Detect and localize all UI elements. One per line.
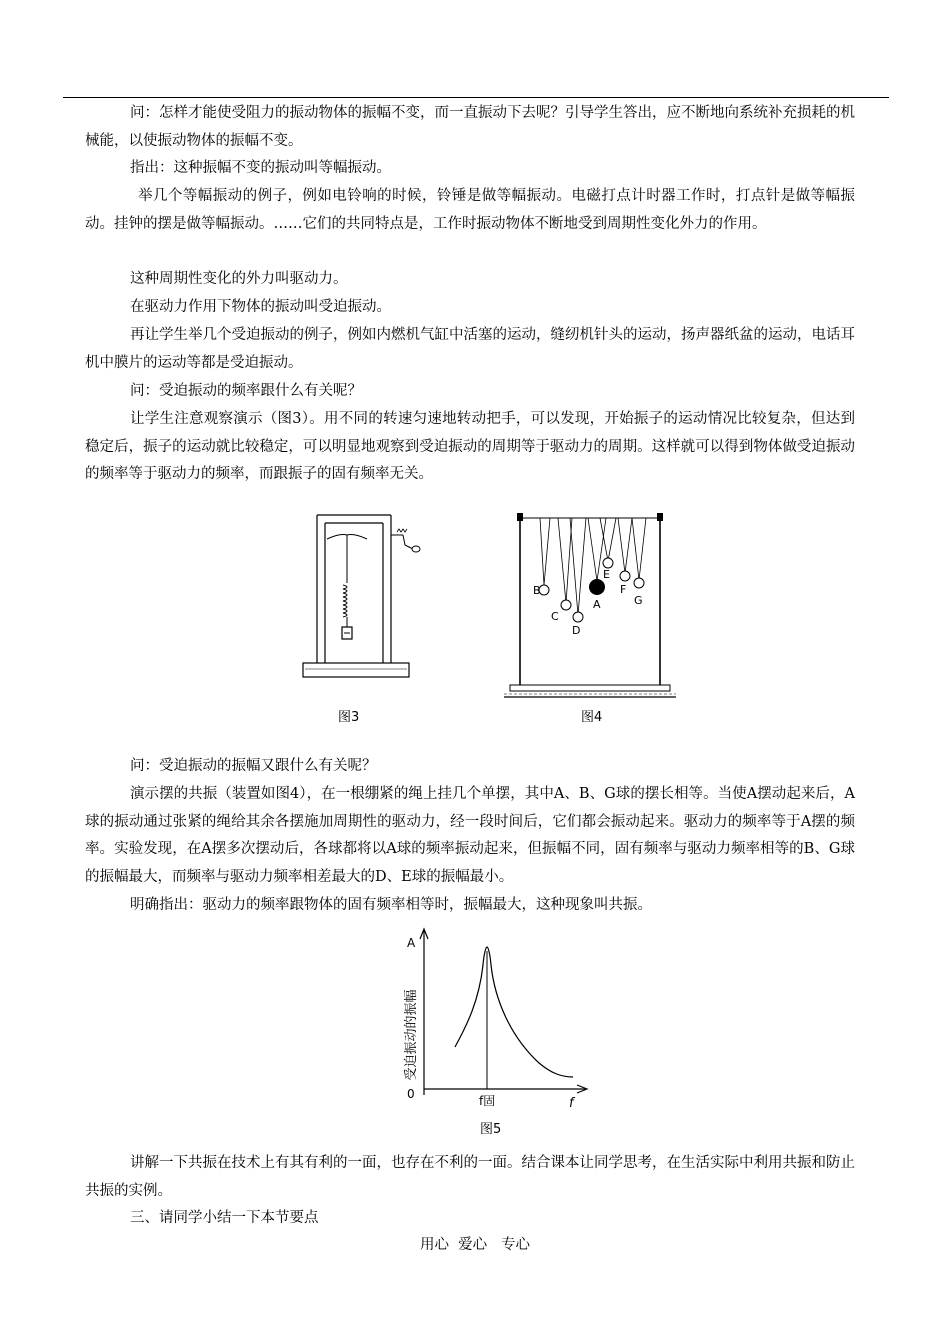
y-axis-label: 受迫振动的振幅 <box>404 989 419 1081</box>
paragraph-1: 问：怎样才能使受阻力的振动物体的振幅不变，而一直振动下去呢？引导学生答出，应不断地向系统补充损耗的机械能，以使振动物体的振幅不变。 <box>85 105 855 149</box>
paragraph-7: 问：受迫振动的频率跟什么有关呢？ <box>130 383 362 399</box>
label-e: E <box>603 568 610 581</box>
paragraph-2: 指出：这种振幅不变的振动叫等幅振动。 <box>130 160 391 176</box>
paragraph-13: 三、请同学小结一下本节要点 <box>130 1210 319 1226</box>
paragraph-12: 讲解一下共振在技术上有其有利的一面，也存在不利的一面。结合课本让同学思考，在生活实际中利用共振和防止共振的实例。 <box>85 1155 855 1199</box>
paragraph-3: 举几个等幅振动的例子，例如电铃响的时候，铃锤是做等幅振动。电磁打点计时器工作时，打点针是做等幅振动。挂钟的摆是做等幅振动。……它们的共同特点是，工作时振动物体不断地受到周期性变化外力的作用。 <box>85 188 855 232</box>
figure-5-resonance-curve <box>395 925 595 1140</box>
paragraph-5: 在驱动力作用下物体的振动叫受迫振动。 <box>130 299 391 315</box>
figure-5-caption: 图5 <box>480 1122 502 1137</box>
paragraph-11: 明确指出：驱动力的频率跟物体的固有频率相等时，振幅最大，这种现象叫共振。 <box>130 897 652 913</box>
label-c: C <box>551 610 559 623</box>
label-a: A <box>593 598 601 611</box>
paragraph-6: 再让学生举几个受迫振动的例子，例如内燃机气缸中活塞的运动，缝纫机针头的运动，扬声器纸盆的运动，电话耳机中膜片的运动等都是受迫振动。 <box>85 327 855 371</box>
paragraph-9: 问：受迫振动的振幅又跟什么有关呢？ <box>130 758 377 774</box>
page-footer: 用心 爱心 专心 <box>419 1237 531 1253</box>
label-g: G <box>634 594 643 607</box>
label-d: D <box>572 624 581 637</box>
header-rule <box>63 97 889 98</box>
label-f: F <box>620 583 627 596</box>
figure-3 <box>295 505 425 730</box>
paragraph-8: 让学生注意观察演示（图3）。用不同的转速匀速地转动把手，可以发现，开始振子的运动情况比较复杂，但达到稳定后，振子的运动就比较稳定，可以明显地观察到受迫振动的周期等于驱动力的周期。这样就可以得到物体做受迫振动的频率等于驱动力的频率，而跟振子的固有频率无关。 <box>85 411 855 482</box>
paragraph-4: 这种周期性变化的外力叫驱动力。 <box>130 271 348 287</box>
y-axis-top-label: A <box>407 936 416 950</box>
x-axis-label: f <box>569 1096 574 1111</box>
paragraph-10: 演示摆的共振（装置如图4），在一根绷紧的绳上挂几个单摆，其中A、B、G球的摆长相等。当使A摆动起来后，A球的振动通过张紧的绳给其余各摆施加周期性的驱动力，经一段时间后，它们都会振动起来。驱动力的频率等于A摆的频率。实验发现，在A摆多次摆动后，各球都将以A球的频率振动起来，但振幅不同，固有频率与驱动力频率相等的B、G球的振幅最大，而频率与驱动力频率相差最大的D、E球的振幅最小。 <box>85 786 855 885</box>
figure-3-caption: 图3 <box>338 710 360 725</box>
label-b: B <box>533 584 541 597</box>
natural-frequency-tick: f固 <box>479 1094 496 1108</box>
figure-4-caption: 图4 <box>581 710 603 725</box>
origin-label: 0 <box>407 1087 415 1101</box>
figure-4 <box>500 505 685 710</box>
